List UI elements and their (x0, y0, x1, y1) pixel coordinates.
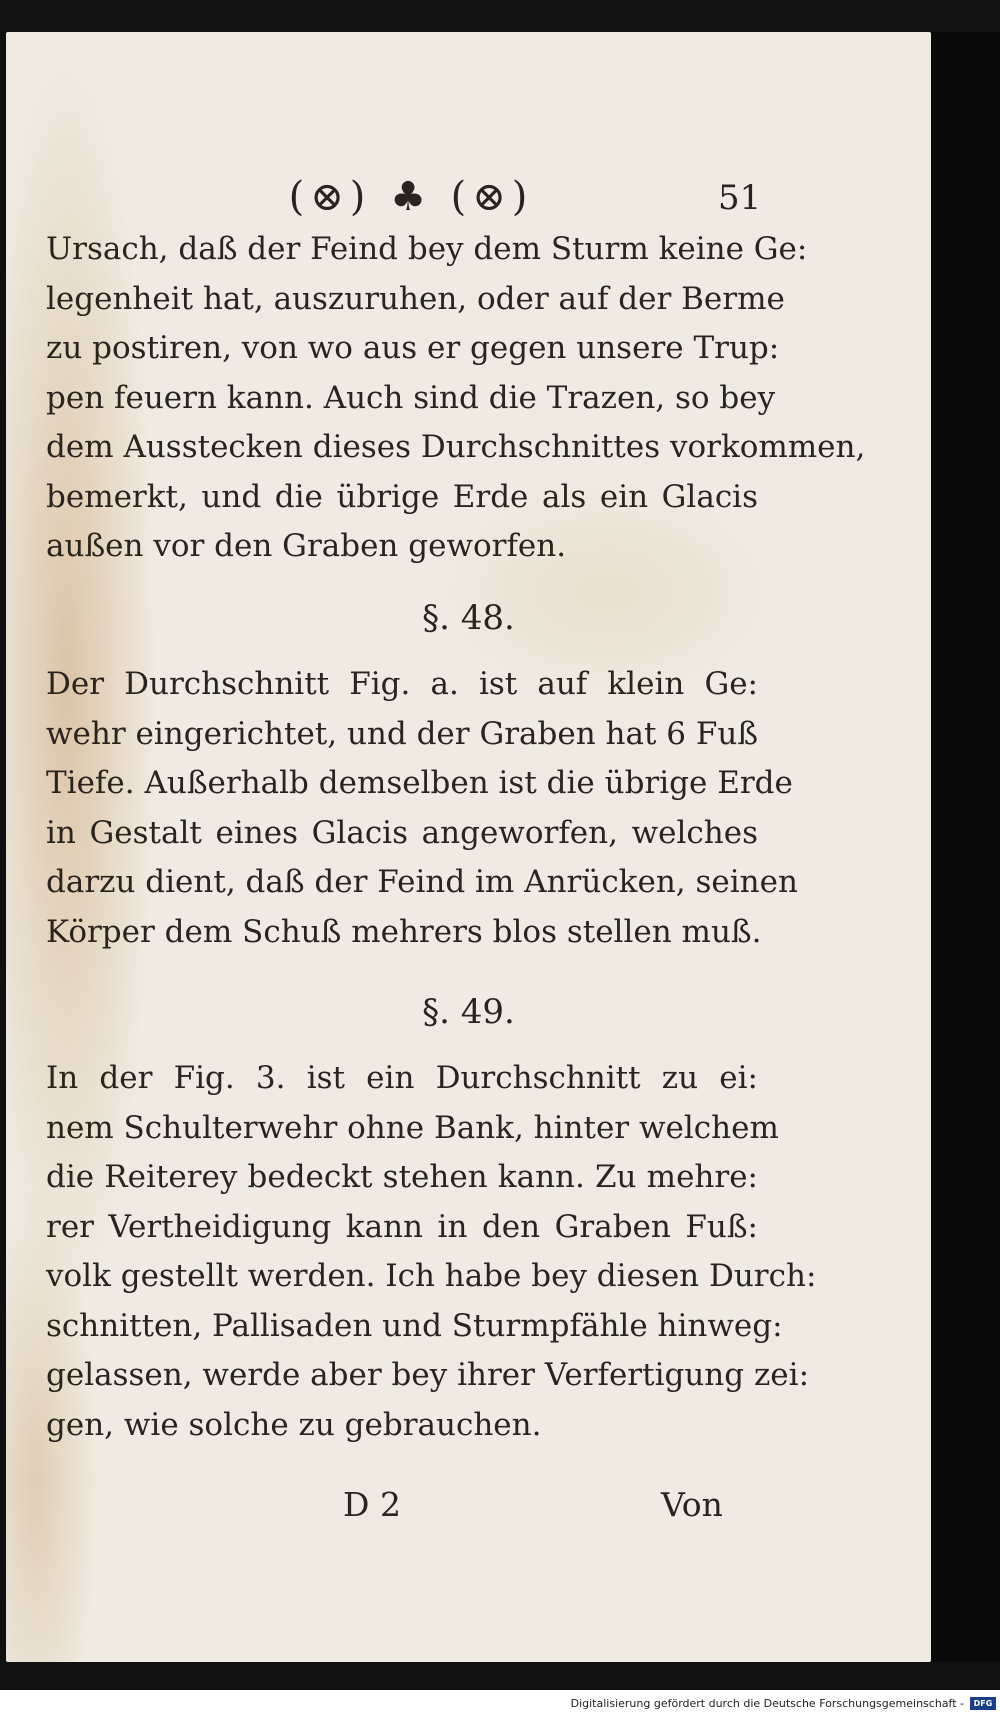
paragraph-continuation (46, 225, 866, 572)
catchword: Von (661, 1485, 723, 1524)
text-line: außen vor den Graben geworfen. (46, 528, 567, 564)
text-line: Körper dem Schuß mehrers blos stellen muß. (46, 913, 762, 950)
text-line: die Reiterey bedeckt stehen kann. Zu mehre: (46, 1159, 758, 1195)
text-line: legenheit hat, auszuruhen, oder auf der Berme (46, 280, 785, 317)
section-49-paragraph (46, 1054, 817, 1450)
text-line: Tiefe. Außerhalb demselben ist die übrige Erde (46, 765, 793, 801)
header-ornament: (⊗) ♣ (⊗) (288, 174, 534, 220)
text-line: gelassen, werde aber bey ihrer Verfertigung zei: (46, 1357, 810, 1393)
page-number: 51 (718, 178, 762, 218)
section-heading-48: §. 48. (422, 598, 515, 638)
text-line: dem Ausstecken dieses Durchschnittes vorkommen, (46, 429, 866, 465)
text-line: in Gestalt eines Glacis angeworfen, welches (46, 814, 758, 851)
scan-top-border (0, 0, 1000, 32)
text-line: Ursach, daß der Feind bey dem Sturm keine Ge: (46, 231, 808, 267)
section-heading-49: §. 49. (422, 992, 515, 1032)
text-line: schnitten, Pallisaden und Sturmpfähle hinweg: (46, 1307, 783, 1344)
text-line: Der Durchschnitt Fig. a. ist auf klein Ge: (46, 666, 758, 702)
section-48-paragraph (46, 660, 798, 957)
footer-credit-text: Digitalisierung gefördert durch die Deutsche Forschungsgemeinschaft - (570, 1697, 964, 1710)
digitization-footer (0, 1690, 1000, 1717)
dfg-logo: DFG (970, 1697, 996, 1710)
signature-mark: D 2 (343, 1485, 401, 1524)
page-header (6, 172, 931, 232)
text-line: volk gestellt werden. Ich habe bey diesen Durch: (46, 1258, 817, 1294)
scan-bottom-border (0, 1662, 1000, 1690)
text-line: wehr eingerichtet, und der Graben hat 6 Fuß (46, 715, 759, 752)
book-page (6, 32, 931, 1662)
text-line: bemerkt, und die übrige Erde als ein Glacis (46, 478, 758, 515)
text-line: nem Schulterwehr ohne Bank, hinter welchem (46, 1109, 779, 1146)
text-line: gen, wie solche zu gebrauchen. (46, 1406, 542, 1443)
scan-right-border (931, 32, 1000, 1662)
text-line: rer Vertheidigung kann in den Graben Fuß: (46, 1208, 758, 1245)
text-line: zu postiren, von wo aus er gegen unsere Trup: (46, 330, 780, 366)
text-line: pen feuern kann. Auch sind die Trazen, so bey (46, 379, 776, 416)
text-line: darzu dient, daß der Feind im Anrücken, seinen (46, 864, 798, 900)
text-line: In der Fig. 3. ist ein Durchschnitt zu ei: (46, 1060, 758, 1096)
